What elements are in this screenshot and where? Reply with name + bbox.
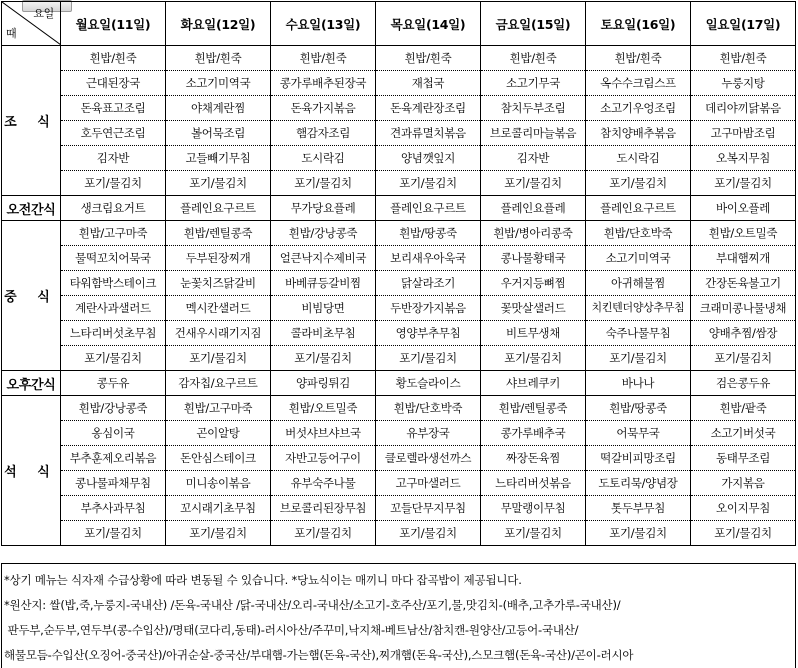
menu-cell: 돈안심스테이크 bbox=[166, 446, 271, 471]
menu-cell: 포기/물김치 bbox=[691, 346, 796, 371]
menu-cell: 소고기무국 bbox=[481, 71, 586, 96]
menu-cell: 고구마샐러드 bbox=[376, 471, 481, 496]
menu-cell: 어묵무국 bbox=[586, 421, 691, 446]
menu-cell: 흰밥/땅콩죽 bbox=[586, 396, 691, 421]
menu-cell: 가지볶음 bbox=[691, 471, 796, 496]
menu-cell: 계란사과샐러드 bbox=[61, 296, 166, 321]
menu-cell: 생크림요거트 bbox=[61, 196, 166, 221]
menu-cell: 흰밥/땅콩죽 bbox=[376, 221, 481, 246]
menu-cell: 꼬시래기초무침 bbox=[166, 496, 271, 521]
menu-cell: 참치두부조림 bbox=[481, 96, 586, 121]
menu-cell: 소고기우엉조림 bbox=[586, 96, 691, 121]
menu-cell: 도시락김 bbox=[586, 146, 691, 171]
menu-cell: 옹심이국 bbox=[61, 421, 166, 446]
menu-cell: 간장돈육불고기 bbox=[691, 271, 796, 296]
day-header-sat: 토요일(16일) bbox=[586, 2, 691, 46]
day-header-fri: 금요일(15일) bbox=[481, 2, 586, 46]
menu-cell: 멕시칸샐러드 bbox=[166, 296, 271, 321]
menu-cell: 닭살라조기 bbox=[376, 271, 481, 296]
menu-cell: 콩나물황태국 bbox=[481, 246, 586, 271]
meal-label-afternoon-snack: 오후간식 bbox=[2, 371, 61, 396]
note-change-notice: *상기 메뉴는 식자재 수급상황에 따라 변동될 수 있습니다. *당뇨식이는 매끼니 마다 잡곡밥이 제공됩니다. bbox=[4, 573, 522, 587]
menu-cell: 비트무생채 bbox=[481, 321, 586, 346]
menu-cell: 흰밥/흰죽 bbox=[376, 46, 481, 71]
menu-cell: 플레인요구르트 bbox=[376, 196, 481, 221]
menu-cell: 떡갈비피망조림 bbox=[586, 446, 691, 471]
menu-cell: 흰밥/흰죽 bbox=[271, 46, 376, 71]
menu-cell: 재첩국 bbox=[376, 71, 481, 96]
menu-cell: 포기/물김치 bbox=[61, 521, 166, 546]
menu-cell: 도토리묵/양념장 bbox=[586, 471, 691, 496]
menu-cell: 무말랭이무침 bbox=[481, 496, 586, 521]
menu-cell: 포기/물김치 bbox=[586, 346, 691, 371]
corner-header bbox=[2, 2, 61, 46]
menu-cell: 흰밥/흰죽 bbox=[166, 46, 271, 71]
day-header-thu: 목요일(14일) bbox=[376, 2, 481, 46]
menu-cell: 포기/물김치 bbox=[481, 521, 586, 546]
menu-cell: 곤이알탕 bbox=[166, 421, 271, 446]
note-origin-line-2: 판두부,순두부,연두부(콩-수입산)/명태(코다리,동태)-러시아산/주꾸미,낙지채-베트남산/참치캔-원양산/고등어-국내산/ bbox=[4, 623, 579, 637]
menu-cell: 숙주나물무침 bbox=[586, 321, 691, 346]
menu-cell: 흰밥/렌틸콩죽 bbox=[481, 396, 586, 421]
day-header-tue: 화요일(12일) bbox=[166, 2, 271, 46]
meal-label-lunch: 중 식 bbox=[2, 221, 61, 371]
menu-cell: 부추사과무침 bbox=[61, 496, 166, 521]
menu-cell: 우거지등뼈찜 bbox=[481, 271, 586, 296]
menu-cell: 흰밥/병아리콩죽 bbox=[481, 221, 586, 246]
menu-cell: 포기/물김치 bbox=[61, 171, 166, 196]
notes-top-border bbox=[1, 563, 795, 564]
note-origin-line-3: 해물모듬-수입산(오징어-중국산)/아귀순살-중국산/부대햄-가는햄(돈육-국산),찌개햄(돈육-국산),스모크햄(돈육-국산)/곤이-러시아 bbox=[4, 648, 634, 662]
menu-cell: 포기/물김치 bbox=[166, 171, 271, 196]
menu-cell: 포기/물김치 bbox=[271, 346, 376, 371]
menu-cell: 흰밥/흰죽 bbox=[481, 46, 586, 71]
menu-cell: 콩가루배추국 bbox=[481, 421, 586, 446]
menu-cell: 클로렐라생선까스 bbox=[376, 446, 481, 471]
menu-cell: 콩가루배추된장국 bbox=[271, 71, 376, 96]
corner-day-label: 요일 bbox=[33, 7, 54, 20]
menu-cell: 흰밥/강낭콩죽 bbox=[271, 221, 376, 246]
menu-cell: 포기/물김치 bbox=[376, 346, 481, 371]
menu-cell: 브로콜리마늘볶음 bbox=[481, 121, 586, 146]
menu-cell: 햄감자조림 bbox=[271, 121, 376, 146]
menu-cell: 호두연근조림 bbox=[61, 121, 166, 146]
meal-label-breakfast: 조 식 bbox=[2, 46, 61, 196]
menu-cell: 야채계란찜 bbox=[166, 96, 271, 121]
menu-cell: 돈육가지볶음 bbox=[271, 96, 376, 121]
menu-cell: 누룽지탕 bbox=[691, 71, 796, 96]
menu-cell: 포기/물김치 bbox=[481, 171, 586, 196]
menu-cell: 동태무조림 bbox=[691, 446, 796, 471]
menu-cell: 꽃맛살샐러드 bbox=[481, 296, 586, 321]
menu-cell: 근대된장국 bbox=[61, 71, 166, 96]
menu-cell: 눈꽃치즈닭갈비 bbox=[166, 271, 271, 296]
menu-cell: 플레인요구르트 bbox=[586, 196, 691, 221]
menu-cell: 건새우시래기지짐 bbox=[166, 321, 271, 346]
menu-cell: 영양부추무침 bbox=[376, 321, 481, 346]
menu-cell: 비빔당면 bbox=[271, 296, 376, 321]
menu-cell: 두반장가지볶음 bbox=[376, 296, 481, 321]
menu-cell: 포기/물김치 bbox=[271, 521, 376, 546]
menu-cell: 포기/물김치 bbox=[691, 521, 796, 546]
menu-cell: 옥수수크림스프 bbox=[586, 71, 691, 96]
menu-cell: 톳두부무침 bbox=[586, 496, 691, 521]
menu-cell: 흰밥/흰죽 bbox=[691, 46, 796, 71]
day-header-mon: 월요일(11일) bbox=[61, 2, 166, 46]
menu-cell: 소고기버섯국 bbox=[691, 421, 796, 446]
day-header-sun: 일요일(17일) bbox=[691, 2, 796, 46]
menu-cell: 콩나물파채무침 bbox=[61, 471, 166, 496]
menu-cell: 소고기미역국 bbox=[166, 71, 271, 96]
menu-cell: 포기/물김치 bbox=[166, 521, 271, 546]
menu-cell: 흰밥/고구마죽 bbox=[166, 396, 271, 421]
menu-cell: 느타리버섯초무침 bbox=[61, 321, 166, 346]
menu-cell: 김자반 bbox=[481, 146, 586, 171]
menu-cell: 바나나 bbox=[586, 371, 691, 396]
menu-cell: 검은콩두유 bbox=[691, 371, 796, 396]
menu-cell: 포기/물김치 bbox=[691, 171, 796, 196]
menu-cell: 미니송이볶음 bbox=[166, 471, 271, 496]
menu-cell: 부추훈제오리볶음 bbox=[61, 446, 166, 471]
menu-cell: 돈육표고조림 bbox=[61, 96, 166, 121]
menu-cell: 보리새우아욱국 bbox=[376, 246, 481, 271]
menu-cell: 치킨텐더양상추무침 bbox=[586, 296, 691, 321]
menu-cell: 고들빼기무침 bbox=[166, 146, 271, 171]
menu-cell: 양파링튀김 bbox=[271, 371, 376, 396]
menu-cell: 플레인요플레 bbox=[481, 196, 586, 221]
menu-cell: 흰밥/흰죽 bbox=[61, 46, 166, 71]
notes-right-border bbox=[795, 563, 796, 668]
menu-cell: 유부숙주나물 bbox=[271, 471, 376, 496]
menu-cell: 포기/물김치 bbox=[61, 346, 166, 371]
menu-cell: 고구마밤조림 bbox=[691, 121, 796, 146]
menu-cell: 흰밥/강낭콩죽 bbox=[61, 396, 166, 421]
menu-cell: 양념깻잎지 bbox=[376, 146, 481, 171]
menu-cell: 버섯샤브샤브국 bbox=[271, 421, 376, 446]
menu-cell: 김자반 bbox=[61, 146, 166, 171]
menu-cell: 콩두유 bbox=[61, 371, 166, 396]
menu-cell: 아귀해물찜 bbox=[586, 271, 691, 296]
menu-cell: 참치양배추볶음 bbox=[586, 121, 691, 146]
menu-cell: 견과류멸치볶음 bbox=[376, 121, 481, 146]
menu-cell: 샤브레쿠키 bbox=[481, 371, 586, 396]
menu-cell: 두부된장찌개 bbox=[166, 246, 271, 271]
menu-body bbox=[2, 46, 796, 546]
menu-cell: 부대햄찌개 bbox=[691, 246, 796, 271]
menu-cell: 느타리버섯볶음 bbox=[481, 471, 586, 496]
menu-cell: 포기/물김치 bbox=[586, 171, 691, 196]
menu-cell: 오복지무침 bbox=[691, 146, 796, 171]
menu-cell: 플레인요구르트 bbox=[166, 196, 271, 221]
menu-cell: 돈육계란장조림 bbox=[376, 96, 481, 121]
notes-section bbox=[4, 568, 794, 668]
menu-cell: 흰밥/오트밀죽 bbox=[271, 396, 376, 421]
menu-cell: 포기/물김치 bbox=[376, 521, 481, 546]
menu-cell: 소고기미역국 bbox=[586, 246, 691, 271]
note-origin-line-1: *원산지: 쌀(밥,죽,누룽지-국내산) /돈육-국내산 /닭-국내산/오리-국내산/소고기-호주산/포기,물,맛김치-(배추,고추가루-국내산)/ bbox=[4, 598, 621, 612]
menu-cell: 흰밥/단호박죽 bbox=[586, 221, 691, 246]
menu-cell: 흰밥/단호박죽 bbox=[376, 396, 481, 421]
menu-cell: 포기/물김치 bbox=[271, 171, 376, 196]
menu-cell: 크래미콩나물냉채 bbox=[691, 296, 796, 321]
menu-cell: 바베큐등갈비찜 bbox=[271, 271, 376, 296]
menu-cell: 흰밥/고구마죽 bbox=[61, 221, 166, 246]
meal-label-dinner: 석 식 bbox=[2, 396, 61, 546]
menu-cell: 타워함박스테이크 bbox=[61, 271, 166, 296]
menu-cell: 무가당요플레 bbox=[271, 196, 376, 221]
menu-cell: 오이지무침 bbox=[691, 496, 796, 521]
menu-cell: 짜장돈육찜 bbox=[481, 446, 586, 471]
menu-cell: 도시락김 bbox=[271, 146, 376, 171]
menu-cell: 물떡꼬치어묵국 bbox=[61, 246, 166, 271]
menu-cell: 포기/물김치 bbox=[481, 346, 586, 371]
menu-cell: 포기/물김치 bbox=[376, 171, 481, 196]
menu-cell: 포기/물김치 bbox=[586, 521, 691, 546]
day-header-wed: 수요일(13일) bbox=[271, 2, 376, 46]
menu-cell: 바이오플레 bbox=[691, 196, 796, 221]
corner-meal-label: 때 bbox=[6, 27, 17, 40]
menu-cell: 얼큰낙지수제비국 bbox=[271, 246, 376, 271]
menu-cell: 황도슬라이스 bbox=[376, 371, 481, 396]
menu-cell: 자반고등어구이 bbox=[271, 446, 376, 471]
menu-cell: 감자칩/요구르트 bbox=[166, 371, 271, 396]
menu-cell: 흰밥/팥죽 bbox=[691, 396, 796, 421]
menu-cell: 흰밥/흰죽 bbox=[586, 46, 691, 71]
menu-cell: 흰밥/렌틸콩죽 bbox=[166, 221, 271, 246]
meal-label-morning-snack: 오전간식 bbox=[2, 196, 61, 221]
menu-cell: 유부장국 bbox=[376, 421, 481, 446]
menu-cell: 양배추찜/쌈장 bbox=[691, 321, 796, 346]
menu-cell: 브로콜리된장무침 bbox=[271, 496, 376, 521]
menu-cell: 포기/물김치 bbox=[166, 346, 271, 371]
notes-left-border bbox=[1, 563, 2, 668]
menu-cell: 볼어묵조림 bbox=[166, 121, 271, 146]
menu-cell: 흰밥/오트밀죽 bbox=[691, 221, 796, 246]
weekly-menu-table bbox=[1, 1, 796, 546]
menu-cell: 꼬들단무지무침 bbox=[376, 496, 481, 521]
menu-cell: 콜라비초무침 bbox=[271, 321, 376, 346]
menu-cell: 데리야끼닭볶음 bbox=[691, 96, 796, 121]
